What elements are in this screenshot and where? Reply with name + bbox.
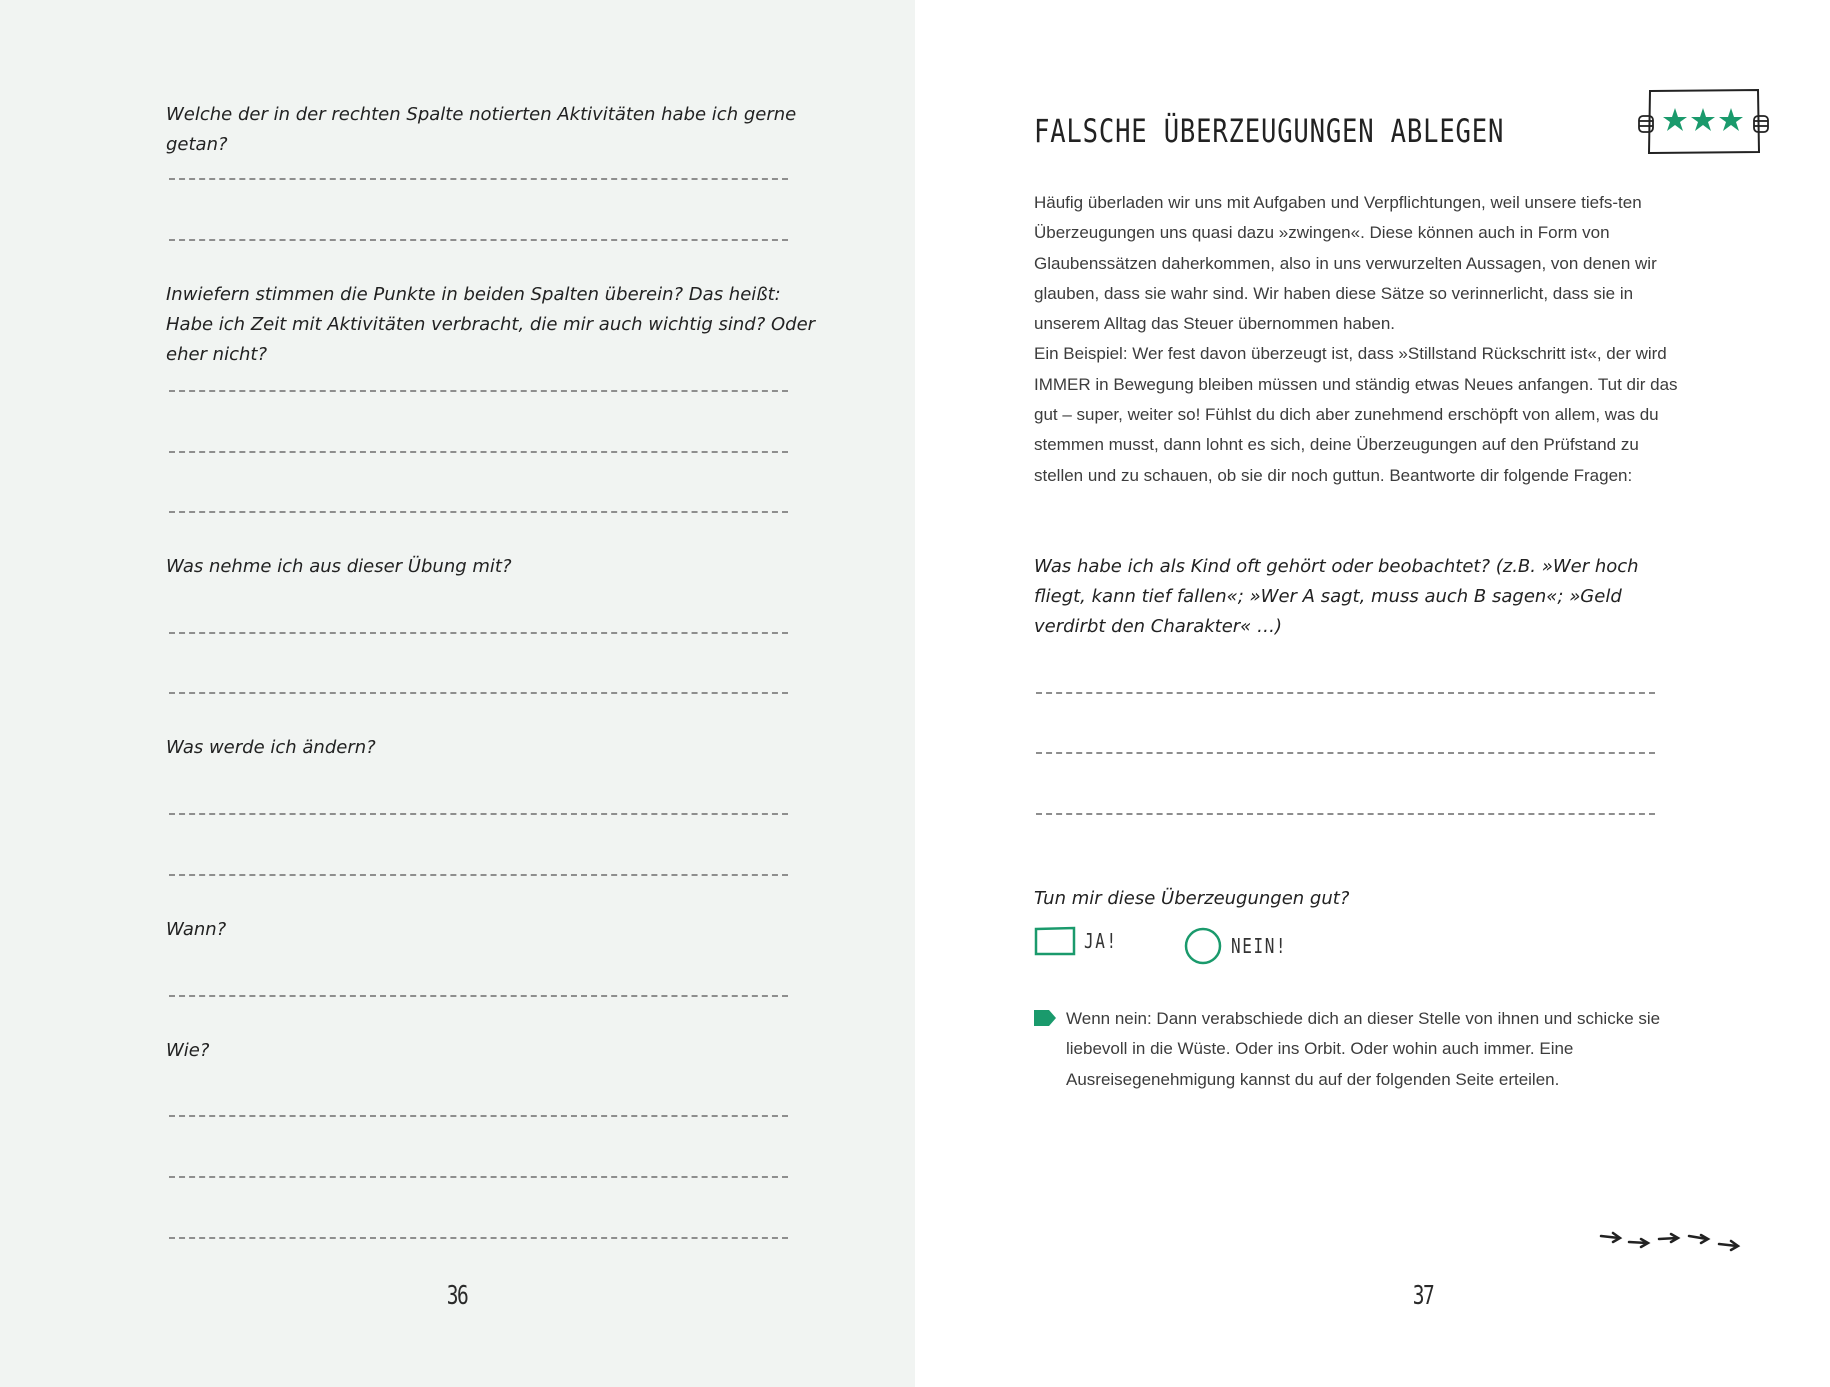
question-how: Wie?	[166, 1040, 210, 1061]
option-yes[interactable]	[1034, 926, 1126, 956]
question-when: Wann?	[166, 919, 227, 940]
answer-line[interactable]	[1036, 752, 1655, 754]
answer-line[interactable]	[169, 1176, 788, 1178]
question-change: Was werde ich ändern?	[166, 737, 376, 758]
answer-line[interactable]	[169, 390, 788, 392]
answer-line[interactable]	[169, 1115, 788, 1117]
page-number: 36	[446, 1281, 468, 1311]
arrow-tag-icon	[1034, 1010, 1056, 1026]
question-activities-liked: Welche der in der rechten Spalte notierten Aktivitäten habe ich gerne getan?	[166, 104, 797, 155]
option-no[interactable]	[1183, 926, 1301, 966]
difficulty-stars-icon	[1633, 86, 1773, 158]
answer-line[interactable]	[1036, 692, 1655, 694]
answer-line[interactable]	[169, 874, 788, 876]
answer-line[interactable]	[169, 239, 788, 241]
intro-paragraph: Ein Beispiel: Wer fest davon überzeugt ist, dass »Stillstand Rückschritt ist«, der wird IMMER in Bewegung bleiben müssen und ständig etwas Neues anfangen. Tut dir das gut – super, weiter so! Fühlst du dich aber zunehmend erschöpft von allem, was du stemmen musst, dann lohnt es sich, deine Überzeugungen auf den Prüfstand zu stellen und zu schauen, ob sie dir noch guttun. Beantworte dir folgende Fragen:	[1034, 344, 1678, 485]
answer-line[interactable]	[169, 995, 788, 997]
next-page-arrows-icon	[1599, 1228, 1759, 1258]
page-number: 37	[1412, 1281, 1434, 1311]
answer-line[interactable]	[169, 451, 788, 453]
answer-line[interactable]	[169, 813, 788, 815]
intro-text	[1034, 188, 1690, 491]
question-takeaway: Was nehme ich aus dieser Übung mit?	[166, 556, 512, 577]
answer-line[interactable]	[169, 692, 788, 694]
option-yes-label: JA!	[1084, 929, 1118, 953]
note-text: Wenn nein: Dann verabschiede dich an dieser Stelle von ihnen und schicke sie liebevoll in die Wüste. Oder ins Orbit. Oder wohin auch immer. Eine Ausreisegenehmigung kannst du auf der folgenden Seite erteilen.	[1066, 1009, 1661, 1089]
question-columns-match: Inwiefern stimmen die Punkte in beiden Spalten überein? Das heißt: Habe ich Zeit mit Aktivitäten verbracht, die mir auch wichtig sind? Oder eher nicht?	[166, 284, 816, 365]
right-page	[915, 0, 1830, 1387]
question-beliefs-good: Tun mir diese Überzeugungen gut?	[1034, 888, 1350, 909]
intro-paragraph: Häufig überladen wir uns mit Aufgaben und Verpflichtungen, weil unsere tiefs-ten Überzeugungen uns quasi dazu »zwingen«. Diese können auch in Form von Glaubenssätzen daherkommen, also in uns verwurzelten Aussagen, von denen wir glauben, dass sie wahr sind. Wir haben diese Sätze so verinnerlicht, dass sie in unserem Alltag das Steuer übernommen haben.	[1034, 193, 1657, 334]
answer-line[interactable]	[169, 511, 788, 513]
question-childhood: Was habe ich als Kind oft gehört oder beobachtet? (z.B. »Wer hoch fliegt, kann tief fallen«; »Wer A sagt, muss auch B sagen«; »Geld verdirbt den Charakter« …)	[1034, 556, 1639, 637]
answer-line[interactable]	[169, 1237, 788, 1239]
checkbox-circle-icon[interactable]	[1183, 926, 1223, 966]
page-title: FALSCHE ÜBERZEUGUNGEN ABLEGEN	[1034, 112, 1505, 150]
answer-line[interactable]	[169, 178, 788, 180]
option-no-label: NEIN!	[1231, 934, 1288, 958]
answer-line[interactable]	[169, 632, 788, 634]
checkbox-square-icon[interactable]	[1034, 926, 1076, 956]
answer-line[interactable]	[1036, 813, 1655, 815]
